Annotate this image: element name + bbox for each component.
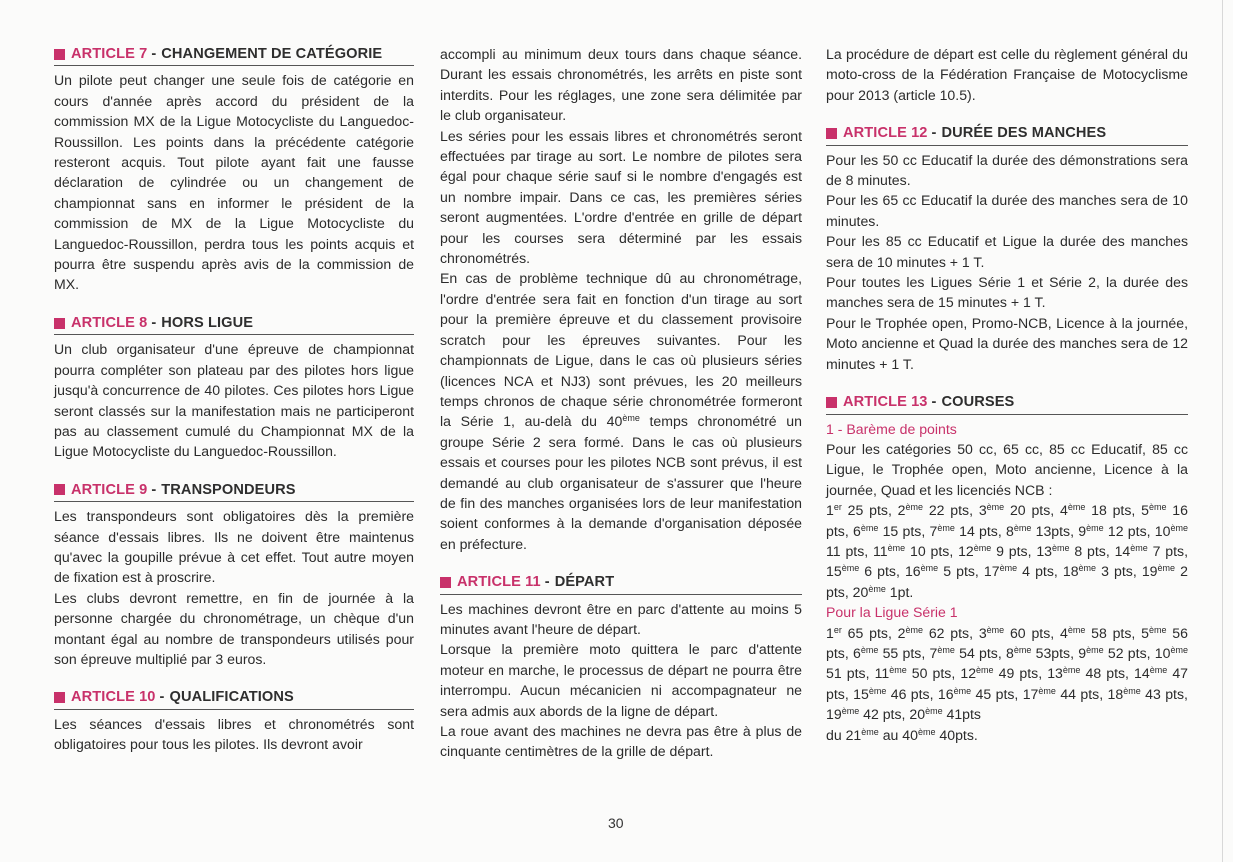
article-11-para-1: Les machines devront être en parc d'attente au moins 5 minutes avant l'heure de départ.: [440, 600, 802, 637]
points-entry: 9ème 52 pts: [1078, 644, 1147, 661]
article-13-title: COURSES: [941, 394, 1015, 411]
page-edge: [1222, 0, 1223, 862]
points-entry: 13ème 48 pts: [1047, 665, 1126, 682]
article-8-text: Un club organisateur d'une épreuve de championnat pourra compléter son plateau par des pilotes hors ligue jusqu'à concurrence de 40 pilotes. Ces pilotes hors Ligue seront classés sur la manifestation mais ne participeront pas au classement cumulé du Championnat MX de la Ligue Motocycliste du Languedoc-Roussillon.: [54, 341, 414, 460]
article-10-text: Les séances d'essais libres et chronométrés sont obligatoires pour tous les pilotes. Ils devront avoir: [54, 715, 414, 753]
article-8-number: ARTICLE 8: [71, 314, 148, 331]
article-11-continued: La procédure de départ est celle du règlement général du moto-cross de la Fédération Française de Motocyclisme pour 2013 (article 10.5).: [826, 46, 1188, 103]
duration-line: Pour les 65 cc Educatif la durée des manches sera de 10 minutes.: [826, 192, 1188, 229]
article-12-title: DURÉE DES MANCHES: [941, 125, 1107, 142]
points-entry: 10ème 11 pts: [826, 522, 1188, 559]
page-number: 30: [608, 815, 624, 831]
bullet-square-icon: [54, 318, 65, 329]
article-9-para-2: Les clubs devront remettre, en fin de journée à la personne chargée du chronométrage, un chèque d'un montant égal au nombre de transpondeurs utilisés pour son épreuve multiplié par 3 euros.: [54, 589, 414, 667]
points-entry: 15ème 46 pts: [853, 685, 930, 702]
duration-line: Pour les 85 cc Educatif et Ligue la durée des manches sera de 10 minutes + 1 T.: [826, 233, 1188, 270]
points-entry: 7ème 54 pts: [929, 644, 998, 661]
points-entry: 4ème 18 pts: [1059, 502, 1132, 519]
article-10: [54, 687, 414, 754]
article-10-title: QUALIFICATIONS: [169, 689, 294, 706]
bullet-square-icon: [826, 397, 837, 408]
points-entry: 14ème 47 pts: [826, 665, 1189, 702]
points-entry: 7ème 14 pts: [929, 522, 998, 539]
points-entry: 3ème 60 pts: [978, 624, 1051, 641]
points-entry: 11ème 10 pts: [873, 542, 950, 559]
points-entry: 19ème 2 pts: [826, 563, 1188, 600]
article-11-para-2: Lorsque la première moto quittera le parc d'attente moteur en marche, le processus de départ ne pourra être interrompu. Aucun mécanicien ni accompagnateur ne sera admis aux abords de la ligne de départ.: [440, 641, 802, 719]
article-10-number: ARTICLE 10: [71, 689, 156, 706]
article-13-number: ARTICLE 13: [843, 394, 928, 411]
points-entry: 16ème 5 pts: [904, 563, 975, 580]
points-entry: 1er 65 pts: [826, 624, 888, 641]
points-entry: 13ème 8 pts: [1036, 542, 1106, 559]
bareme-points-list: 1er 25 pts, 2ème 22 pts, 3ème 20 pts, 4ème 18 pts, 5ème 16 pts, 6ème 15 pts, 7ème 14 pts, 8ème 13pts, 9ème 12 pts, 10ème 11 pts, 11ème 10 pts, 12ème 9 pts, 13ème 8 pts, 14ème 7 pts, 15ème 6 pts, 16ème 5 pts, 17ème 4 pts, 18ème 3 pts, 19ème 2 pts, 20ème 1pt.: [826, 502, 1188, 600]
points-entry: 20ème 41pts: [909, 706, 981, 723]
article-11-title: DÉPART: [554, 574, 615, 591]
article-10-continued-3: En cas de problème technique dû au chronométrage, l'ordre d'entrée sera fait en fonction d'un tirage au sort pour la première épreuve et du classement provisoire scratch pour les épreuves suivantes. Pour les championnats de Ligue, dans le cas où plusieurs séries (licences NCA et NJ3) sont prévues, les 20 meilleurs temps chronos de chaque série chronométrée formeront la Série 1, au-delà du 40ème temps chronométré un groupe Série 2 sera formé. Dans le cas où plusieurs essais et courses pour les pilotes NCB sont prévus, il est demandé au club organisateur de s'assurer que l'heure de fin des manches organisées lors de leur manifestation soient conformes à la demande d'organisation déposée en préfecture.: [440, 270, 802, 552]
article-9: [54, 480, 414, 670]
points-entry: 1er 25 pts: [826, 502, 888, 519]
article-10-heading: ARTICLE 10 - QUALIFICATIONS: [54, 687, 414, 709]
article-8: [54, 313, 414, 462]
article-8-title: HORS LIGUE: [161, 314, 254, 331]
points-entry: 18ème 43 pts: [1107, 685, 1184, 702]
article-12-heading: ARTICLE 12 - DURÉE DES MANCHES: [826, 123, 1188, 145]
article-12: [826, 123, 1188, 374]
article-13-heading: ARTICLE 13 - COURSES: [826, 392, 1188, 414]
points-entry: 15ème 6 pts: [826, 563, 896, 580]
article-7: [54, 44, 414, 295]
article-10-continued-2: Les séries pour les essais libres et chronométrés seront effectuées par tirage au sort. Le nombre de pilotes sera égal pour chaque série sauf si le nombre d'engagés est un nombre impair. Dans ce cas, les premières séries seront augmentées. L'ordre d'entrée en grille de départ pour les courses sera déterminé par les essais chronométrés.: [440, 127, 802, 267]
article-10-continued-1: accompli au minimum deux tours dans chaque séance. Durant les essais chronométrés, les arrêts en piste sont interdits. Pour les réglages, une zone sera délimitée par le club organisateur.: [440, 46, 802, 124]
points-entry: 4ème 58 pts: [1059, 624, 1132, 641]
article-13: [826, 392, 1188, 745]
points-entry: 14ème 7 pts: [1114, 542, 1185, 559]
bullet-square-icon: [54, 484, 65, 495]
duration-line: Pour toutes les Ligues Série 1 et Série 2, la durée des manches sera de 15 minutes + 1 T.: [826, 274, 1188, 311]
bullet-square-icon: [826, 128, 837, 139]
points-entry: 16ème 45 pts: [937, 685, 1015, 702]
column-left: [54, 44, 414, 773]
article-9-title: TRANSPONDEURS: [161, 481, 296, 498]
article-9-para-1: Les transpondeurs sont obligatoires dès la première séance d'essais libres. Ils ne doivent être maintenus qu'avec la goupille prévue à cet effet. Tout autre moyen de fixation est à proscrire.: [54, 508, 414, 586]
points-entry: 2ème 22 pts: [897, 502, 970, 519]
points-entry: 8ème 13pts: [1006, 522, 1071, 539]
points-entry: 6ème 15 pts: [852, 522, 922, 539]
duration-line: Pour le Trophée open, Promo-NCB, Licence à la journée, Moto ancienne et Quad la durée des manches sera de 12 minutes + 1 T.: [826, 314, 1188, 372]
article-11-heading: ARTICLE 11 - DÉPART: [440, 572, 802, 594]
points-entry: 5ème 56 pts: [826, 624, 1188, 661]
points-entry: 8ème 53pts: [1006, 644, 1071, 661]
duration-line: Pour les 50 cc Educatif la durée des démonstrations sera de 8 minutes.: [826, 151, 1188, 189]
points-entry: 12ème 9 pts: [958, 542, 1028, 559]
article-8-heading: ARTICLE 8 - HORS LIGUE: [54, 313, 414, 335]
article-9-heading: ARTICLE 9 - TRANSPONDEURS: [54, 480, 414, 502]
points-entry: 5ème 16 pts: [826, 502, 1188, 539]
points-entry: 3ème 20 pts: [978, 502, 1051, 519]
points-entry: 10ème 51 pts: [826, 644, 1188, 682]
points-entry: 2ème 62 pts: [897, 624, 970, 641]
article-11: [440, 572, 802, 762]
column-middle: [440, 44, 802, 780]
points-entry: 18ème 3 pts: [1062, 563, 1133, 580]
points-entry: 17ème 4 pts: [983, 563, 1054, 580]
bareme-intro: Pour les catégories 50 cc, 65 cc, 85 cc Educatif, 85 cc Ligue, le Trophée open, Moto ancienne, Licence à la journée, Quad et les licenciés NCB :: [826, 440, 1188, 498]
article-9-number: ARTICLE 9: [71, 481, 148, 498]
points-entry: 6ème 55 pts: [852, 644, 922, 661]
points-tail: du 21ème au 40ème 40pts.: [826, 726, 978, 743]
article-7-title: CHANGEMENT DE CATÉGORIE: [161, 46, 383, 62]
points-entry: 20ème 1pt.: [852, 583, 914, 600]
article-7-heading: ARTICLE 7 - CHANGEMENT DE CATÉGORIE: [54, 44, 414, 66]
article-11-number: ARTICLE 11: [457, 574, 541, 591]
points-entry: 19ème 42 pts: [826, 706, 902, 723]
bareme-subtitle: 1 - Barème de points: [826, 420, 957, 437]
article-11-para-3: La roue avant des machines ne devra pas être à plus de cinquante centimètres de la grille de départ.: [440, 723, 802, 760]
points-entry: 9ème 12 pts: [1078, 522, 1147, 539]
bullet-square-icon: [440, 577, 451, 588]
bullet-square-icon: [54, 49, 65, 60]
article-7-number: ARTICLE 7: [71, 46, 148, 62]
points-entry: 11ème 50 pts: [874, 665, 952, 682]
column-right: [826, 44, 1188, 763]
ligue-serie-1-subtitle: Pour la Ligue Série 1: [826, 604, 958, 621]
article-12-number: ARTICLE 12: [843, 125, 928, 142]
article-7-text: Un pilote peut changer une seule fois de catégorie en cours d'année après accord du président de la commission MX de la Ligue Motocycliste du Languedoc-Roussillon. Les points dans la précédente catégorie resteront acquis. Tout pilote ayant fait une fausse déclaration de cylindrée ou un changement de championnat sans en informer le président de la commission de MX de la Ligue Motocycliste du Languedoc-Roussillon, perdra tous les points acquis et pourra être suspendu après avis de la commission de MX.: [54, 72, 414, 293]
points-entry: 17ème 44 pts: [1022, 685, 1100, 702]
points-entry: 12ème 49 pts: [960, 665, 1039, 682]
ligue-serie-1-points-list: 1er 65 pts, 2ème 62 pts, 3ème 60 pts, 4ème 58 pts, 5ème 56 pts, 6ème 55 pts, 7ème 54 pts, 8ème 53pts, 9ème 52 pts, 10ème 51 pts, 11ème 50 pts, 12ème 49 pts, 13ème 48 pts, 14ème 47 pts, 15ème 46 pts, 16ème 45 pts, 17ème 44 pts, 18ème 43 pts, 19ème 42 pts, 20ème 41pts: [826, 624, 1189, 723]
bullet-square-icon: [54, 692, 65, 703]
